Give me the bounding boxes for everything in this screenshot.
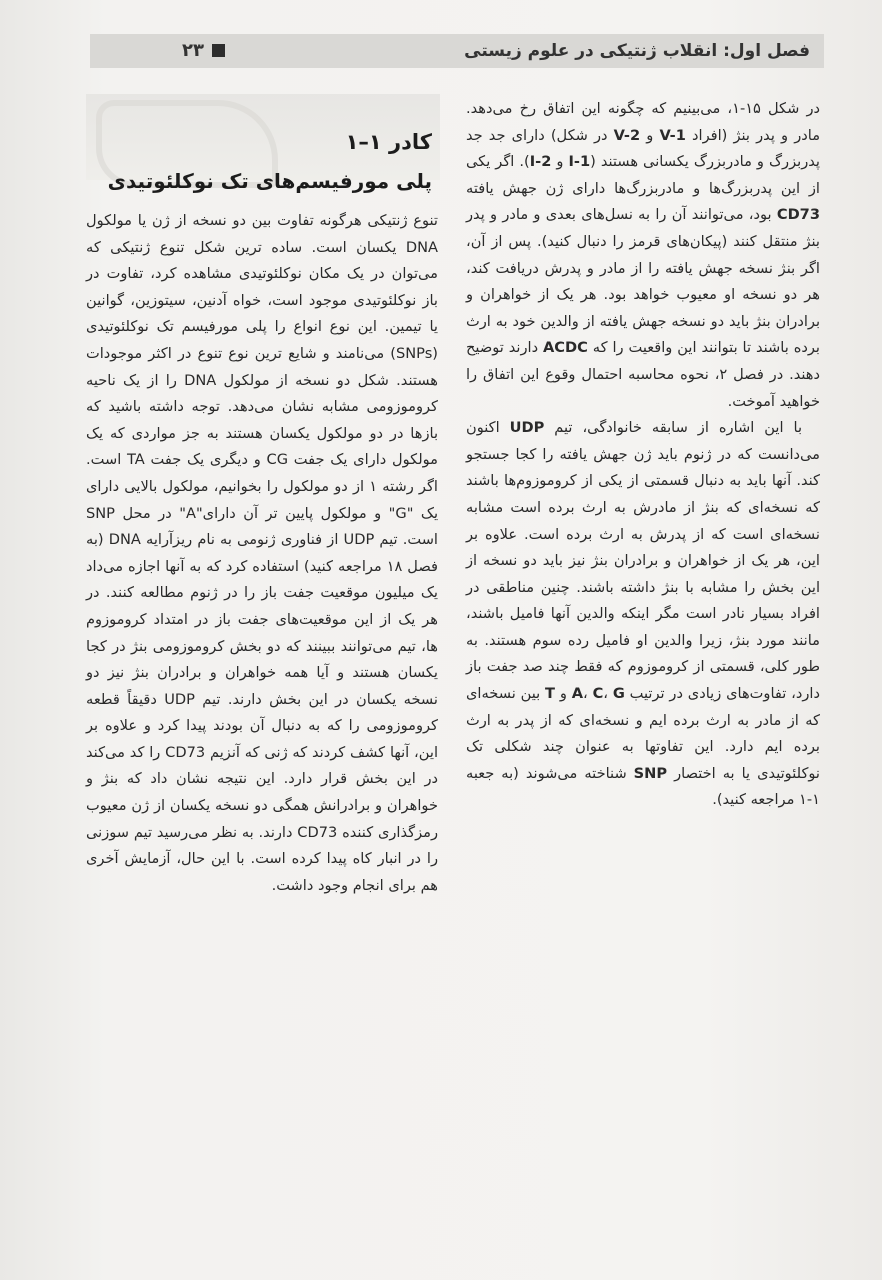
chapter-title: فصل اول: انقلاب ژنتیکی در علوم زیستی	[464, 41, 810, 61]
box-body: تنوع ژنتیکی هرگونه تفاوت بین دو نسخه از ژن یا مولکول DNA یکسان است. ساده ترین شکل تنوع ژنتیکی که می‌توان در یک مکان نوکلئوتیدی مشاهده کرد، تفاوت در باز نوکلئوتیدی موجود است، خواه آدنین، سیتوزین، گوانین یا تیمین. این نوع انواع را پلی مورفیسم تک نوکلئوتیدی (SNPs) می‌نامند و شایع ترین نوع تنوع در اکثر موجودات هستند. شکل دو نسخه از مولکول DNA را از یک ناحیه کروموزومی مشابه نشان می‌دهد. توجه داشته باشید که بازها در دو مولکول یکسان هستند به جز مواردی که یک مولکول دارای یک جفت CG و دیگری یک جفت TA است. اگر رشته ۱ از دو مولکول را بخوانیم، مولکول بالایی دارای یک "G" و مولکول پایین تر آن دارای"A" در محل SNP است. تیم UDP از فناوری ژنومی به نام ریزآرایه DNA (به فصل ۱۸ مراجعه کنید) استفاده کرد که به آنها اجازه می‌داد یک میلیون موقعیت جفت باز را در ژنوم مطالعه کنند. در هر یک از این موقعیت‌های جفت باز در امتداد کروموزوم ها، تیم می‌توانند ببینند که دو بخش کروموزومی بنژ در کجا یکسان هستند و آیا همه خواهران و برادران بنژ نیز دو نسخه یکسان در این بخش دارند. تیم UDP دقیقاً قطعه کروموزومی را که به دنبال آن بودند پیدا کرد و علاوه بر این، آنها کشف کردند که ژنی که آنزیم CD73 را کد می‌کند در این بخش قرار دارد. این نتیجه نشان داد که بنژ و خواهران و برادرانش همگی دو نسخه یکسان از ژن معیوب رمزگذاری کننده CD73 دارند. به نظر می‌رسید تیم سوزنی را در انبار کاه پیدا کرده است. با این حال، آزمایش آخری هم برای انجام وجود داشت.	[86, 212, 439, 894]
page-number: ۲۳	[182, 40, 204, 61]
box-body-column	[86, 208, 438, 899]
box-title: پلی مورفیسم‌های تک نوکلئوتیدی	[107, 169, 432, 193]
box-number: کادر ۱–۱	[345, 130, 432, 154]
right-column	[466, 96, 820, 814]
header-square-marker	[212, 44, 225, 57]
running-header	[90, 34, 824, 68]
paragraph-1: در شکل ۱۵-۱، می‌بینیم که چگونه این اتفاق رخ می‌دهد. مادر و پدر بنژ (افراد V-1 و V-2 در شکل) دارای جد جد پدربزرگ و مادربزرگ یکسانی هستند (I-1 و I-2). اگر یکی از این پدربزرگ‌ها و مادربزرگ‌ها دارای ژن جهش یافته CD73 بود، می‌توانند آن را به نسل‌های بعدی و مادر و پدر بنژ منتقل کنند (پیکان‌های قرمز را دنبال کنید). پس از آن، اگر بنژ نسخه جهش یافته را از مادر و پدرش دریافت کند، هر دو نسخه او معیوب خواهد بود. هر یک از خواهران و برادران بنژ باید دو نسخه جهش یافته از والدین خود به ارث برده باشند تا بتوانند این واقعیت را که ACDC دارند توضیح دهند. در فصل ۲، نحوه محاسبه احتمال وقوع این اتفاق را خواهید آموخت.	[466, 100, 821, 410]
paragraph-2: با این اشاره از سابقه خانوادگی، تیم UDP اکنون می‌دانست که در ژنوم باید ژن جهش یافته را کجا جستجو کند. آنها باید به دنبال قسمتی از یکی از کروموزوم‌ها باشند که نسخه‌ای که بنژ از مادرش به ارث برده است مشابه نسخه‌ای است که از پدرش به ارث برده است. علاوه بر این، هر یک از خواهران و برادران بنژ نیز باید دو نسخه از این بخش را مشابه با بنژ داشته باشند. چنین مناطقی در افراد بسیار نادر است مگر اینکه والدین آنها فامیل باشند، مانند مورد بنژ، زیرا والدین او فامیل رده سوم هستند. به طور کلی، قسمتی از کروموزوم که فقط چند صد جفت باز دارد، تفاوت‌های زیادی در ترتیب A، C، G و T بین نسخه‌ای که از مادر به ارث برده ایم و نسخه‌ای که از پدر به ارث برده ایم دارد. این تفاوتها به عنوان چند شکلی تک نوکلئوتیدی یا به اختصار SNP شناخته می‌شوند (به جعبه ۱-۱ مراجعه کنید).	[466, 419, 820, 809]
box-heading	[86, 126, 440, 198]
